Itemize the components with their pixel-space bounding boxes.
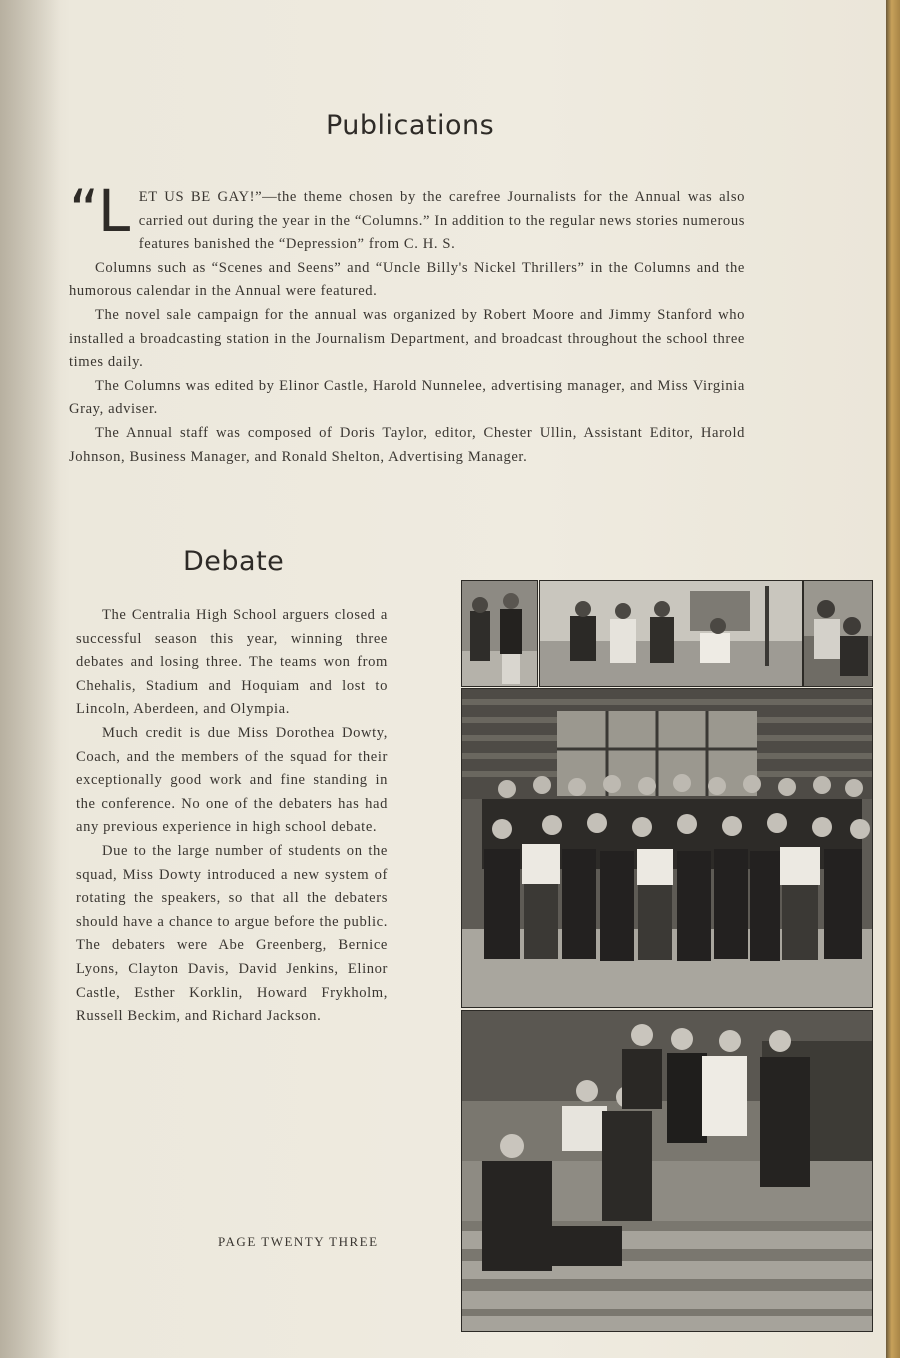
publications-paragraph-5: The Annual staff was composed of Doris Taylor, editor, Chester Ullin, Assistant Editor, Harold Johnson, Business Manager, and Ronald Shelton, Advertising Manager.	[69, 424, 745, 465]
publications-paragraph-2: Columns such as “Scenes and Seens” and “Uncle Billy's Nickel Thrillers” in the Columns and the humorous calendar in the Annual were featured.	[69, 259, 745, 300]
debaters-on-steps-photo	[461, 1010, 873, 1332]
debate-squad-group-photo	[461, 688, 873, 1008]
drop-cap: “L	[69, 177, 131, 245]
page-number-label: PAGE TWENTY THREE	[218, 1234, 379, 1249]
debate-heading: Debate	[183, 546, 285, 577]
candid-photo-1	[461, 580, 538, 687]
debate-paragraph-3: Due to the large number of students on the squad, Miss Dowty introduced a new system of rotating the speakers, so that all the debaters should have a chance to argue before the public. The debaters were Abe Greenberg, Bernice Lyons, Clayton Davis, David Jenkins, Elinor Castle, Esther Korklin, Howard Frykholm, Russell Beckim, and Richard Jackson.	[76, 842, 388, 1025]
publications-heading: Publications	[326, 110, 495, 141]
book-edge	[886, 0, 900, 1358]
publications-paragraph-4: The Columns was edited by Elinor Castle, Harold Nunnelee, advertising manager, and Miss Virginia Gray, adviser.	[69, 377, 745, 418]
page-spine-shadow	[0, 0, 60, 1358]
publications-paragraph-1: “LET US BE GAY!”—the theme chosen by the carefree Journalists for the Annual was also carried out during the year in the “Columns.” In addition to the regular news stories numerous features banished the “Depression” from C. H. S.	[69, 177, 745, 253]
publications-text	[69, 177, 745, 469]
debate-text	[76, 604, 388, 1029]
debate-paragraph-2: Much credit is due Miss Dorothea Dowty, Coach, and the members of the squad for their exceptionally good work and fine standing in the conference. No one of the debaters has had any previous experience in high school debate.	[76, 724, 388, 836]
publications-paragraph-3: The novel sale campaign for the annual was organized by Robert Moore and Jimmy Stanford who installed a broadcasting station in the Journalism Department, and broadcast throughout the school three times daily.	[69, 306, 745, 371]
candid-photo-3	[803, 580, 873, 687]
debate-paragraph-1: The Centralia High School arguers closed a successful season this year, winning three debates and losing three. The teams won from Chehalis, Stadium and Hoquiam and lost to Lincoln, Aberdeen, and Olympia.	[76, 607, 388, 718]
candid-photo-2	[539, 580, 803, 687]
